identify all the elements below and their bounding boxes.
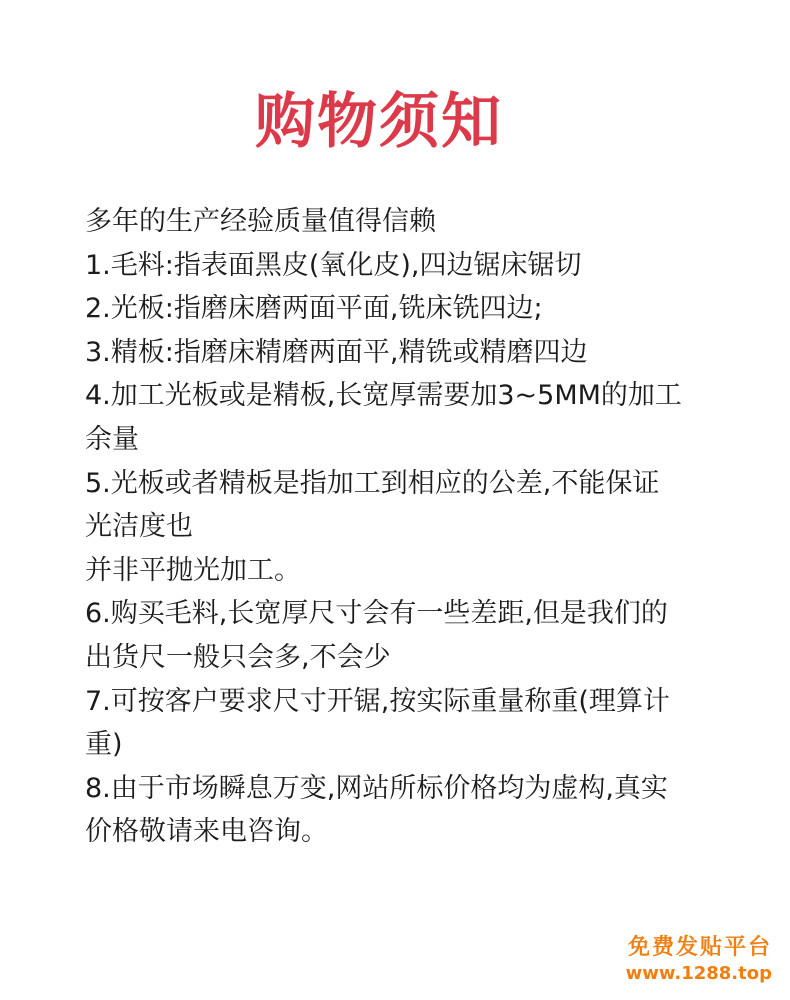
notice-line: 2.光板:指磨床磨两面平面,铣床铣四边; [85, 293, 543, 325]
notice-line: 4.加工光板或是精板,长宽厚需要加3~5MM的加工 [85, 380, 682, 412]
watermark-text: 免费发贴平台 [627, 935, 772, 960]
notice-line: 3.精板:指磨床精磨两面平,精铣或精磨四边 [85, 336, 588, 368]
notice-line: 余量 [85, 423, 139, 455]
watermark [626, 934, 772, 986]
intro-line: 多年的生产经验质量值得信赖 [85, 206, 436, 237]
notice-line: 重) [85, 729, 123, 761]
notice-line: 8.由于市场瞬息万变,网站所标价格均为虚构,真实 [85, 772, 668, 804]
notice-line: 价格敬请来电咨询。 [85, 816, 328, 848]
notice-line: 7.可按客户要求尺寸开锯,按实际重量称重(理算计 [85, 685, 670, 717]
notice-line: 6.购买毛料,长宽厚尺寸会有一些差距,但是我们的 [85, 598, 668, 630]
watermark-url: www.1288.top [625, 963, 772, 984]
notice-body [85, 200, 725, 854]
notice-line: 并非平抛光加工。 [85, 554, 301, 586]
page-title: 购物须知 [255, 87, 503, 157]
notice-line: 光洁度也 [85, 511, 193, 543]
notice-line: 1.毛料:指表面黑皮(氧化皮),四边锯床锯切 [85, 249, 582, 281]
notice-line: 出货尺一般只会多,不会少 [85, 641, 391, 673]
notice-line: 5.光板或者精板是指加工到相应的公差,不能保证 [85, 467, 660, 499]
